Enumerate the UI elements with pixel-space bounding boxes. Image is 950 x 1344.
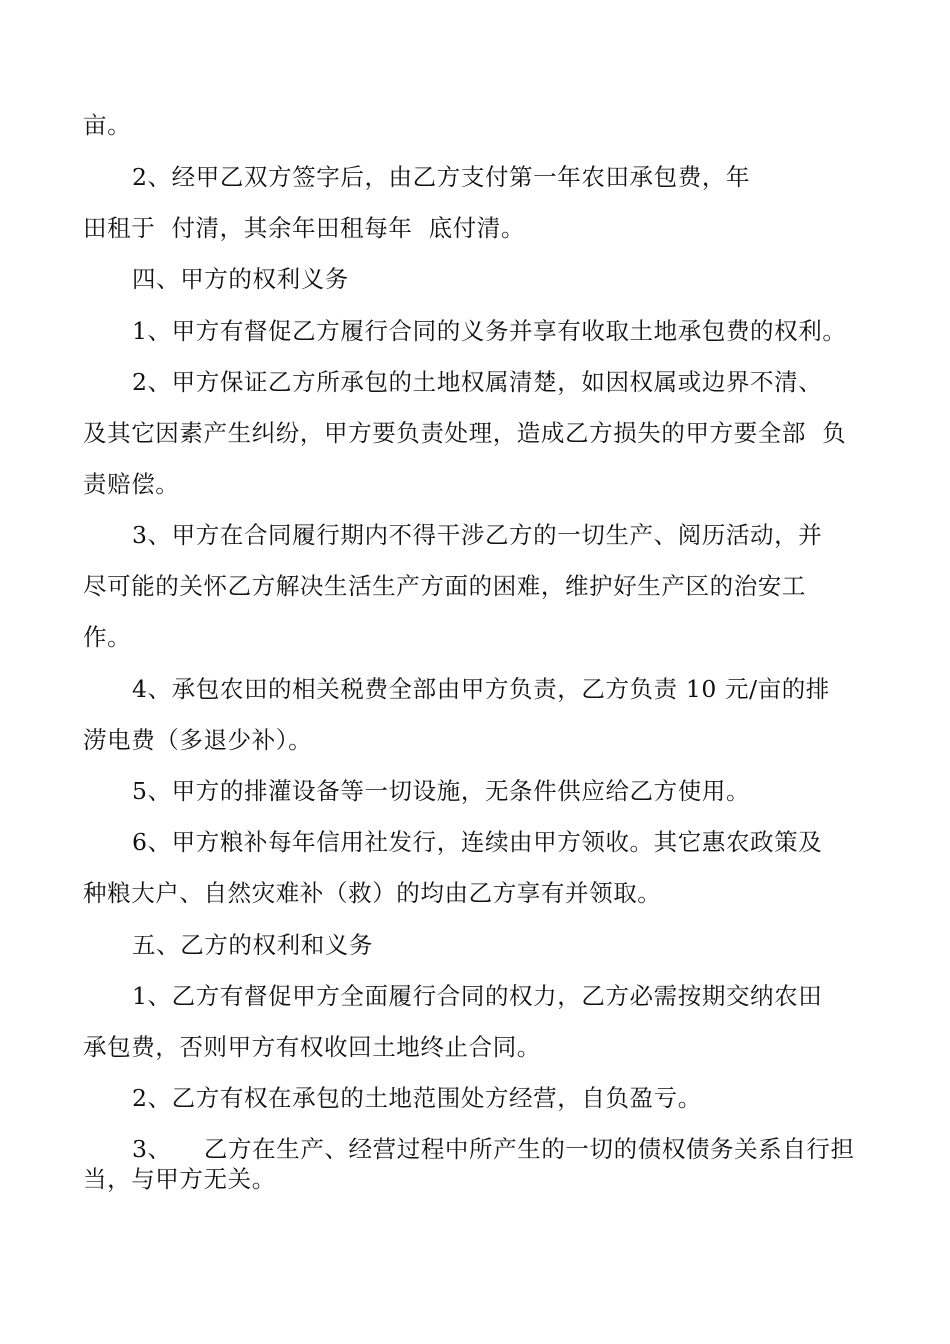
text-line: 及其它因素产生纠纷，甲方要负责处理，造成乙方损失的甲方要全部 负 [83, 419, 847, 447]
text-line: 4、承包农田的相关税费全部由甲方负责，乙方负责 10 元/亩的排 [132, 675, 830, 703]
text-line: 当，与甲方无关。 [83, 1165, 276, 1193]
text-line: 2、甲方保证乙方所承包的土地权属清楚，如因权属或边界不清、 [132, 368, 823, 396]
text-line: 作。 [83, 623, 132, 651]
text-line: 5、甲方的排灌设备等一切设施，无条件供应给乙方使用。 [132, 777, 751, 805]
section-heading: 四、甲方的权利义务 [132, 265, 349, 293]
text-line: 1、甲方有督促乙方履行合同的义务并享有收取土地承包费的权利。 [132, 317, 847, 345]
text-line: 6、甲方粮补每年信用社发行，连续由甲方领收。其它惠农政策及 [132, 828, 823, 856]
text-line: 涝电费（多退少补）。 [83, 726, 313, 754]
text-line: 尽可能的关怀乙方解决生活生产方面的困难，维护好生产区的治安工 [83, 572, 806, 600]
section-heading: 五、乙方的权利和义务 [132, 931, 373, 959]
text-line: 亩。 [83, 111, 132, 139]
text-line: 承包费，否则甲方有权收回土地终止合同。 [83, 1033, 541, 1061]
text-line: 种粮大户、自然灾难补（救）的均由乙方享有并领取。 [83, 879, 662, 907]
text-line: 3、甲方在合同履行期内不得干涉乙方的一切生产、阅历活动，并 [132, 521, 823, 549]
text-line: 田租于 付清，其余年田租每年 底付清。 [83, 214, 525, 242]
text-line: 3、 乙方在生产、经营过程中所产生的一切的债权债务关系自行担 [132, 1135, 855, 1163]
text-line: 2、经甲乙双方签字后，由乙方支付第一年农田承包费，年 [132, 163, 751, 191]
text-line: 1、乙方有督促甲方全面履行合同的权力，乙方必需按期交纳农田 [132, 982, 823, 1010]
text-line: 责赔偿。 [83, 470, 180, 498]
text-line: 2、乙方有权在承包的土地范围处方经营，自负盈亏。 [132, 1084, 702, 1112]
